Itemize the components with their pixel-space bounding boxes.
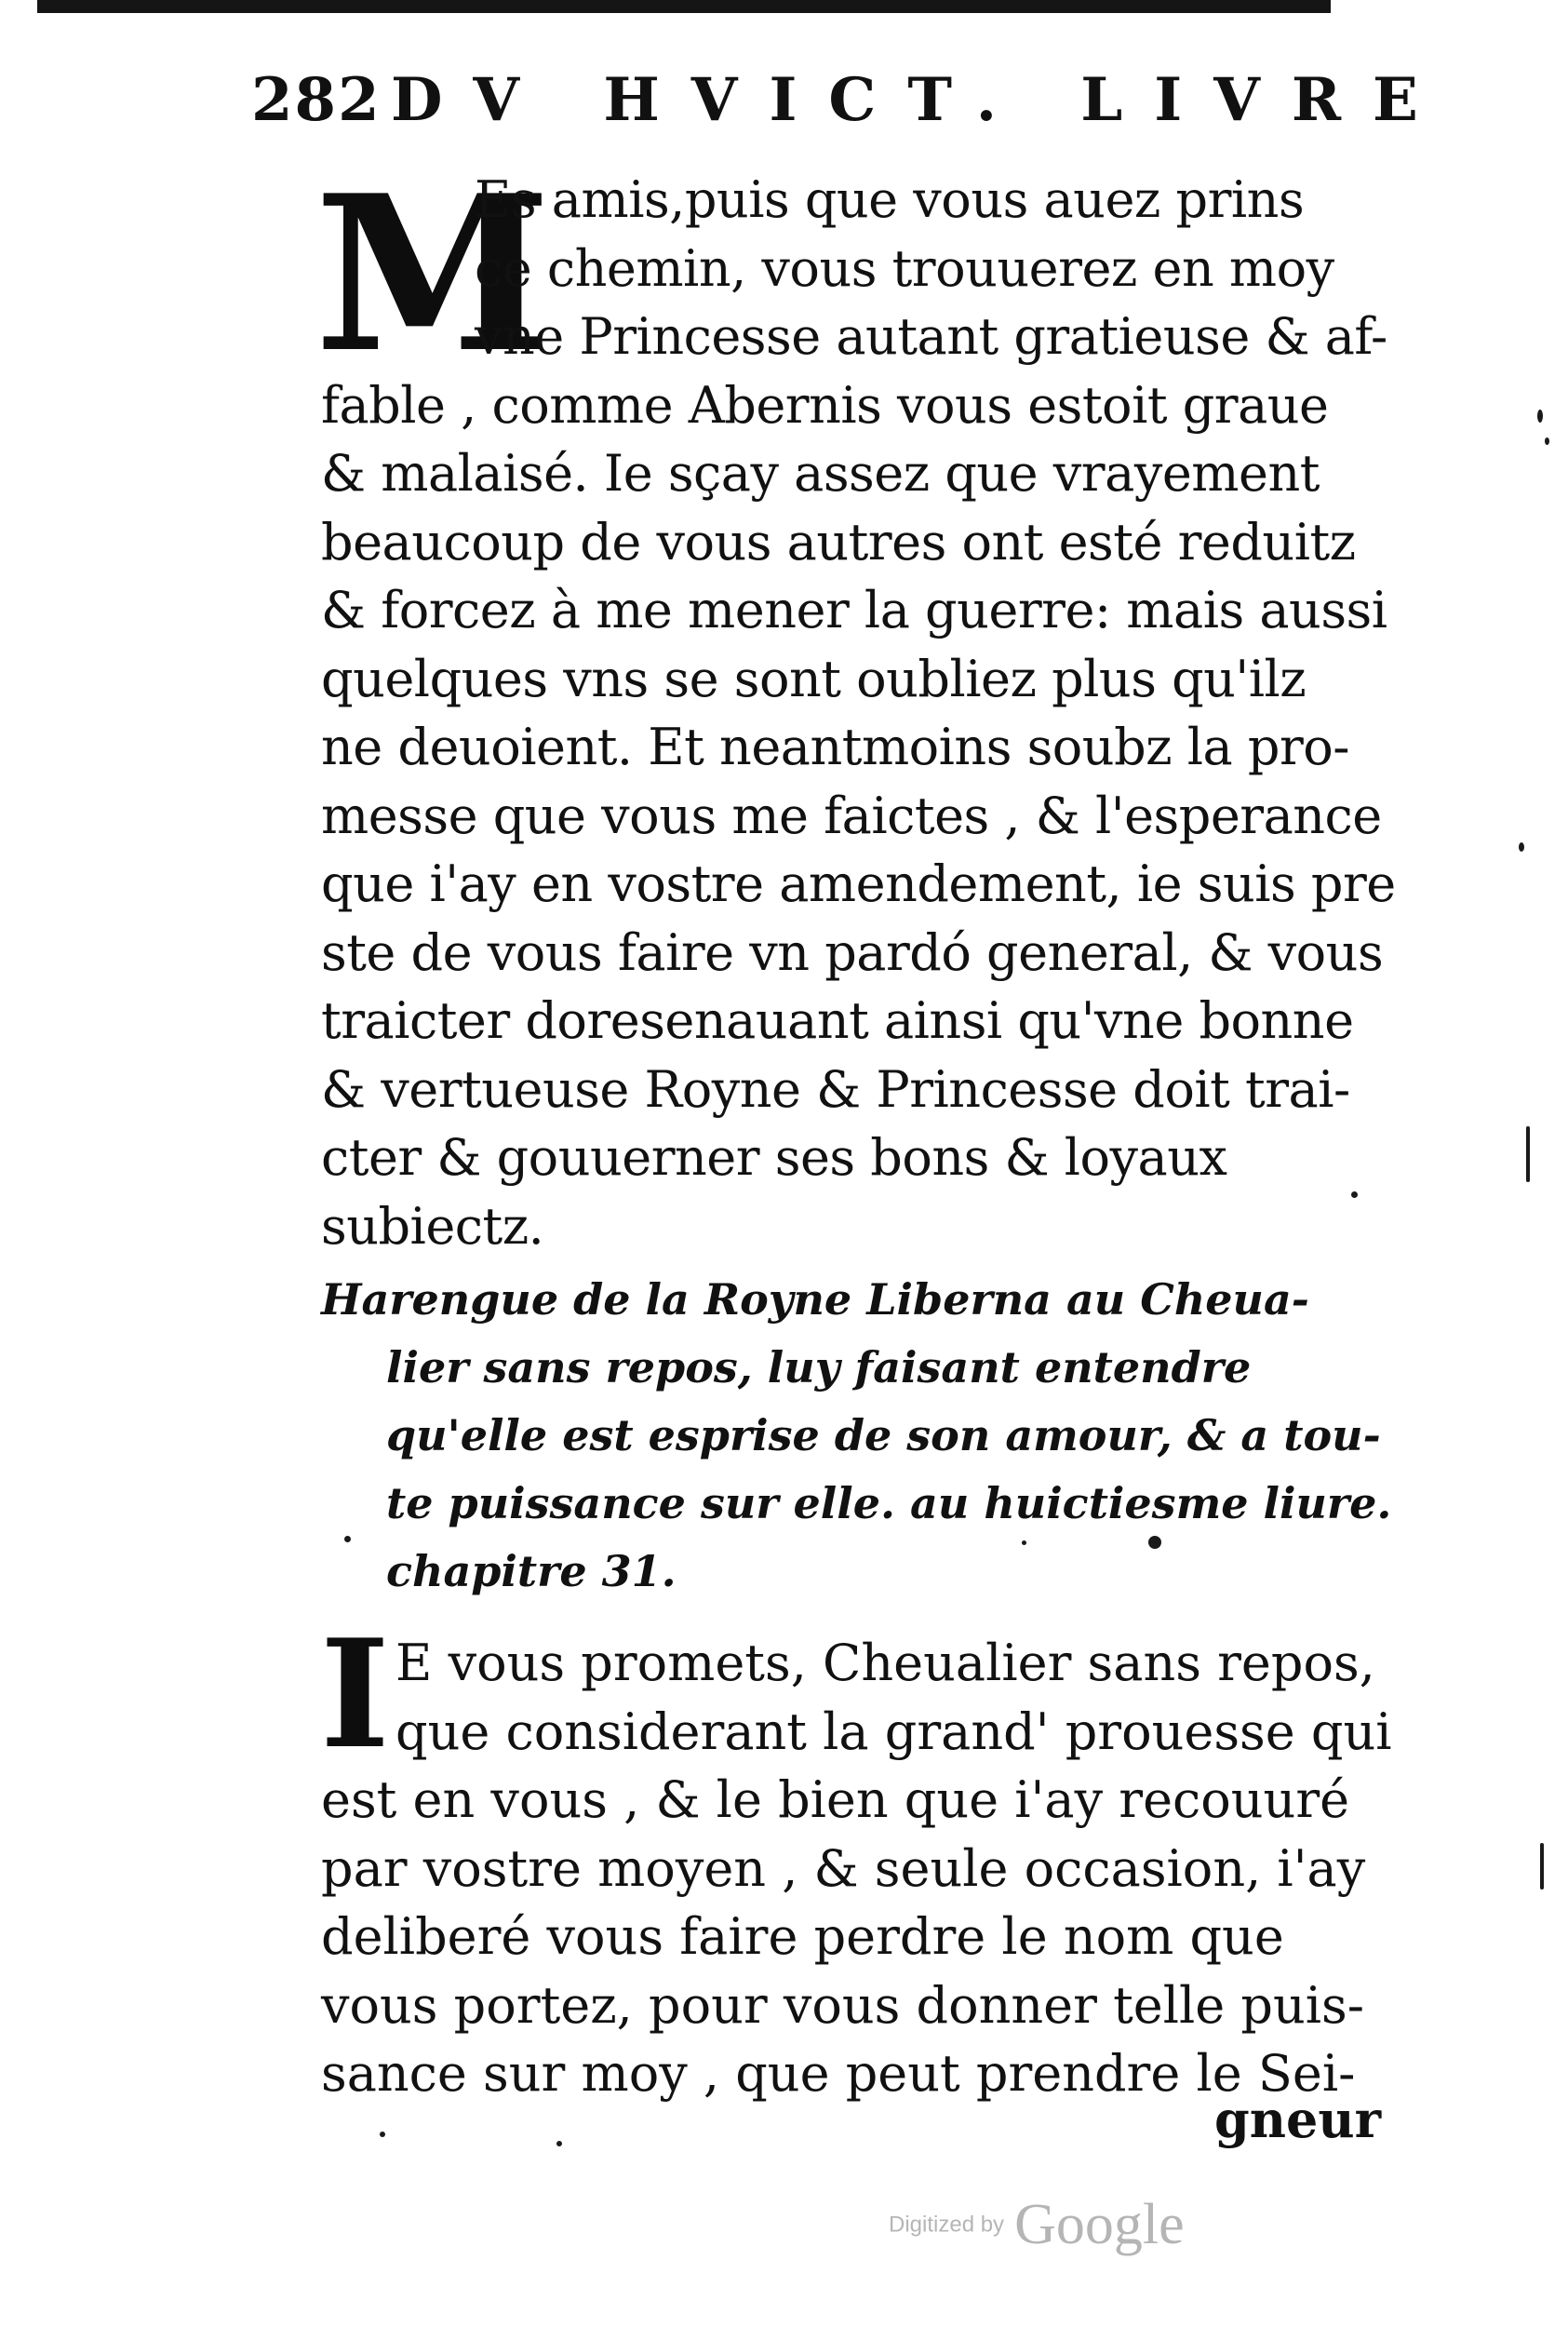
heading-line: qu'elle est esprise de son amour, & a tou-	[386, 1410, 1381, 1460]
text-line: que considerant la grand' prouesse qui	[395, 1702, 1392, 1761]
text-line: est en vous , & le bien que i'ay recouuré	[321, 1770, 1350, 1829]
text-line: vne Princesse autant gratieuse & af-	[475, 307, 1387, 366]
watermark-prefix: Digitized by	[889, 2212, 1005, 2238]
heading-line: te puissance sur elle. au huictiesme liure.	[386, 1478, 1392, 1528]
page-number: 282	[251, 65, 382, 135]
text-line: sance sur moy , que peut prendre le Sei-	[321, 2044, 1356, 2103]
text-line: & malaisé. Ie sçay assez que vrayement	[321, 444, 1320, 503]
page-header	[251, 65, 1450, 149]
catchword: gneur	[1214, 2090, 1382, 2149]
watermark-brand: Google	[1014, 2193, 1185, 2256]
running-head: DV HVICT. LIVRE	[391, 65, 1450, 135]
top-border-rule	[37, 0, 1331, 13]
text-line: traicter doresenauant ainsi qu'vne bonne	[321, 991, 1354, 1050]
scan-speck	[1537, 410, 1543, 423]
text-line: ne deuoient. Et neantmoins soubz la pro-	[321, 718, 1350, 776]
text-line: & vertueuse Royne & Princesse doit trai-	[321, 1059, 1350, 1119]
text-line: ce chemin, vous trouuerez en moy	[475, 238, 1334, 298]
text-line: beaucoup de vous autres ont esté reduitz	[321, 512, 1356, 572]
heading-line: lier sans repos, luy faisant entendre	[386, 1342, 1252, 1392]
text-line: par vostre moyen , & seule occasion, i'ay	[321, 1838, 1366, 1898]
chapter-text-block	[321, 166, 1396, 1260]
text-line: vous portez, pour vous donner telle puis-	[321, 1975, 1364, 2035]
section-heading	[321, 1266, 1392, 1606]
text-line: cter & gouuerner ses bons & loyaux	[321, 1128, 1227, 1187]
scan-speck	[1022, 1540, 1026, 1545]
scan-speck	[1519, 842, 1524, 852]
scan-speck	[380, 2132, 385, 2137]
harangue-text-block	[321, 1629, 1392, 2108]
text-line: E vous promets, Cheualier sans repos,	[395, 1634, 1375, 1692]
text-line: que i'ay en vostre amendement, ie suis pre	[321, 854, 1396, 913]
drop-cap-i: I	[320, 1607, 390, 1782]
heading-line: Harengue de la Royne Liberna au Cheua-	[321, 1274, 1309, 1325]
scan-speck	[556, 2141, 562, 2146]
text-line: Es amis,puis que vous auez prins	[475, 170, 1305, 229]
text-line: quelques vns se sont oubliez plus qu'ilz	[321, 649, 1307, 708]
text-line: ste de vous faire vn pardó general, & vous	[321, 922, 1384, 982]
scan-speck	[344, 1536, 351, 1542]
scan-speck	[1148, 1536, 1161, 1549]
scan-speck	[1545, 437, 1549, 445]
drop-cap-m: M	[315, 149, 552, 400]
heading-line: chapitre 31.	[386, 1546, 677, 1596]
scan-speck	[1526, 1126, 1530, 1182]
digitized-by-google-watermark	[889, 2192, 1185, 2258]
text-line: & forcez à me mener la guerre: mais aussi	[321, 581, 1387, 639]
text-line: deliberé vous faire perdre le nom que	[321, 1907, 1284, 1966]
scan-speck	[1351, 1191, 1358, 1198]
scan-speck	[1540, 1843, 1544, 1890]
text-line: fable , comme Abernis vous estoit graue	[321, 375, 1329, 435]
text-line: messe que vous me faictes , & l'esperance	[321, 786, 1382, 845]
text-line: subiectz.	[321, 1196, 544, 1256]
